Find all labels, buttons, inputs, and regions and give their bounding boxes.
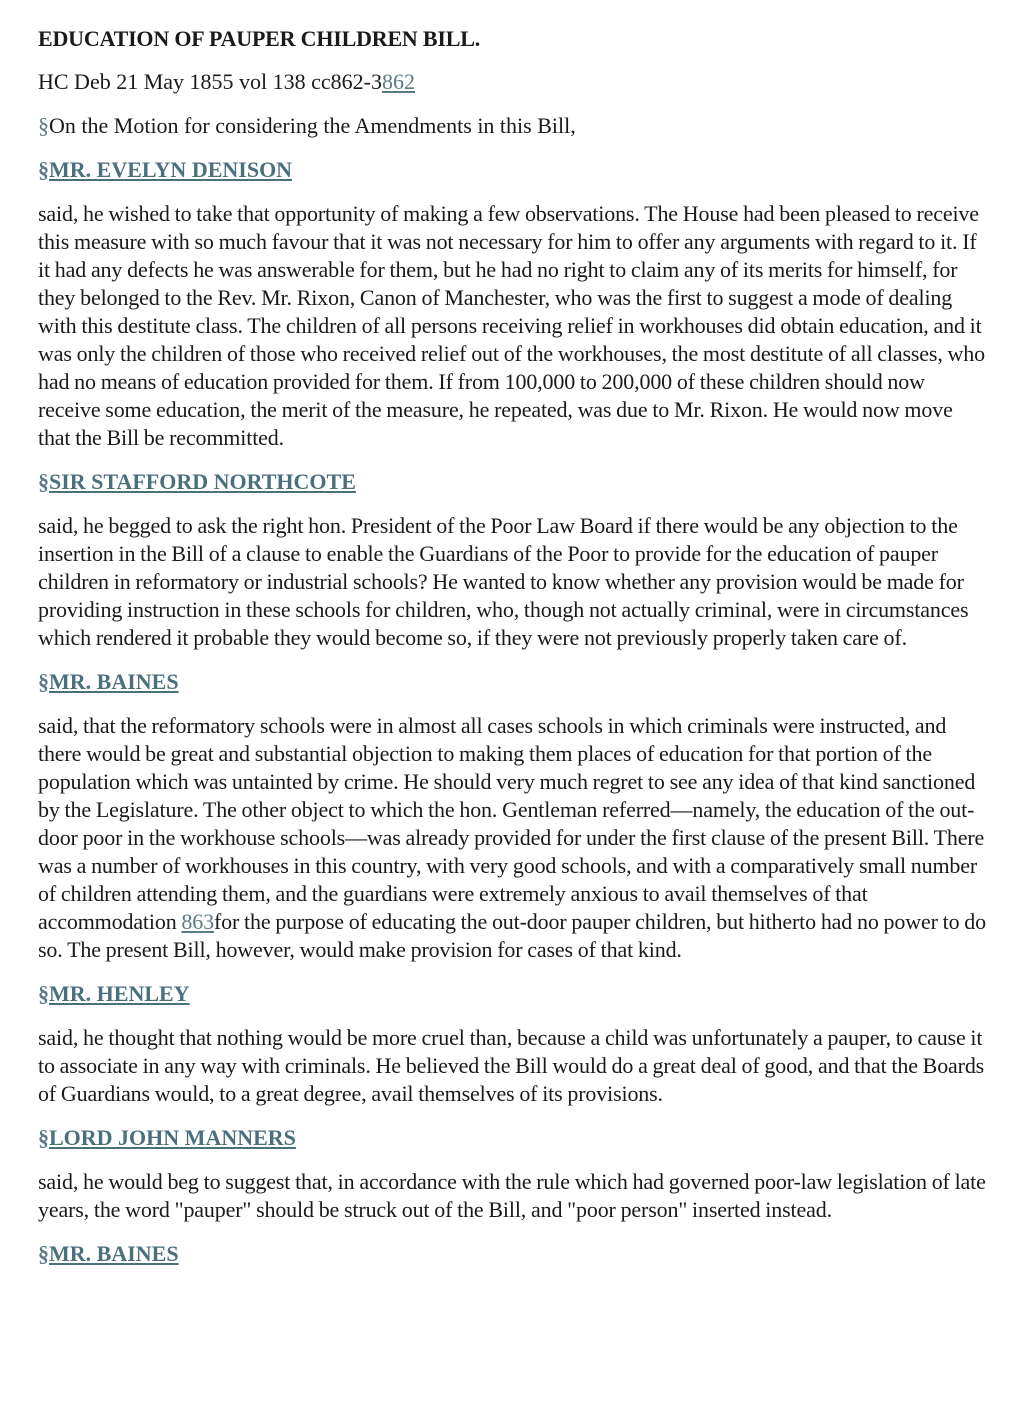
speaker-link-baines-2[interactable]: MR. BAINES [49,1241,179,1266]
speaker-heading [38,156,986,184]
speaker-link-evelyn-denison[interactable]: MR. EVELYN DENISON [49,157,293,182]
speaker-link-john-manners[interactable]: LORD JOHN MANNERS [49,1125,296,1150]
speaker-heading [38,468,986,496]
speech-text: said, he thought that nothing would be more cruel than, because a child was unfortunately a pauper, to cause it to associate in any way with criminals. He believed the Bill would do a great deal of good, and that the Boards of Guardians would, to a great degree, avail themselves of its provisions. [38,1025,985,1106]
speech-text: said, he would beg to suggest that, in accordance with the rule which had governed poor-law legislation of late years, the word "pauper" should be struck out of the Bill, and "poor person" inserted instead. [38,1169,986,1222]
section-mark: § [38,981,49,1006]
section-mark: § [38,1241,49,1266]
section-mark: § [38,113,49,138]
speech-text-part: for the purpose of educating the out-door pauper children, but hitherto had no power to do so. The present Bill, however, would make provision for cases of that kind. [38,909,986,962]
citation-text: HC Deb 21 May 1855 vol 138 cc862-3 [38,69,383,94]
speech-text: said, he begged to ask the right hon. President of the Poor Law Board if there would be any objection to the insertion in the Bill of a clause to enable the Guardians of the Poor to provide for the education of pauper children in reformatory or industrial schools? He wanted to know whether any provision would be made for providing instruction in these schools for children, who, though not actually criminal, were in circumstances which rendered it probable they would become so, if they were not previously properly taken care of. [38,513,969,650]
speaker-link-henley[interactable]: MR. HENLEY [49,981,190,1006]
speech-text-part: said, that the reformatory schools were in almost all cases schools in which criminals were instructed, and there would be great and substantial objection to making them places of education for that portion of the population which was untainted by crime. He should very much regret to see any idea of that kind sanctioned by the Legislature. The other object to which the hon. Gentleman referred—namely, the education of the out-door poor in the workhouse schools—was already provided for under the first clause of the present Bill. There was a number of workhouses in this country, with very good schools, and with a comparatively small number of children attending them, and the guardians were extremely anxious to avail themselves of that accommodation [38,713,985,934]
speaker-link-stafford-northcote[interactable]: SIR STAFFORD NORTHCOTE [49,469,356,494]
speaker-heading [38,980,986,1008]
speaker-link-baines[interactable]: MR. BAINES [49,669,179,694]
motion-intro [38,112,986,140]
speech-text: said, he wished to take that opportunity of making a few observations. The House had been pleased to receive this measure with so much favour that it was not necessary for him to offer any arguments with regard to it. If it had any defects he was answerable for them, but he had no right to claim any of its merits for himself, for they belonged to the Rev. Mr. Rixon, Canon of Manchester, who was the first to suggest a mode of dealing with this destitute class. The children of all persons receiving relief in workhouses did obtain education, and it was only the children of those who received relief out of the workhouses, the most destitute of all classes, who had no means of education provided for them. If from 100,000 to 200,000 of these children should now receive some education, the merit of the measure, he repeated, was due to Mr. Rixon. He would now move that the Bill be recommitted. [38,201,985,450]
page-link-863[interactable]: 863 [181,909,214,934]
speech-text [38,712,986,964]
speaker-heading [38,1240,986,1268]
speaker-heading [38,1124,986,1152]
page-link-862[interactable]: 862 [382,69,416,94]
section-mark: § [38,1125,49,1150]
section-mark: § [38,157,49,182]
section-mark: § [38,469,49,494]
citation [38,68,986,96]
section-mark: § [38,669,49,694]
speaker-heading [38,668,986,696]
motion-intro-text: On the Motion for considering the Amendments in this Bill, [49,113,576,138]
page-title: EDUCATION OF PAUPER CHILDREN BILL. [38,26,480,51]
